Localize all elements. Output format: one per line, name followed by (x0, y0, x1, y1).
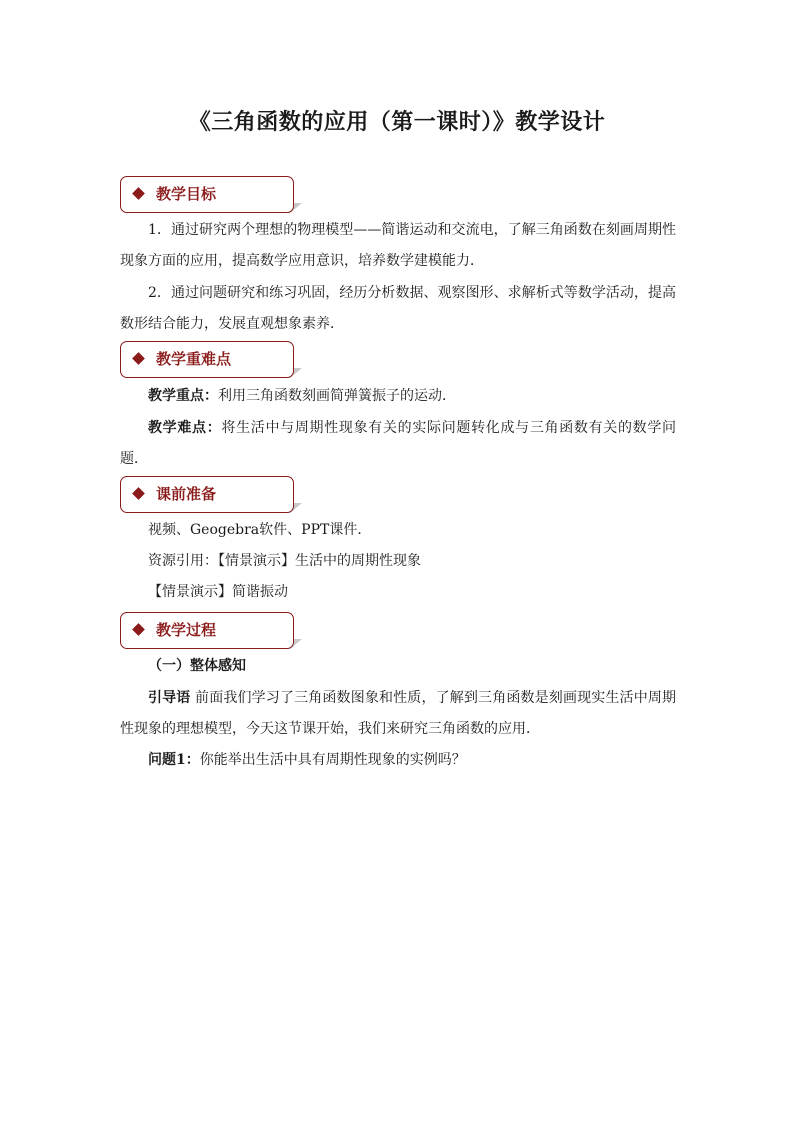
goal-item-1: 1．通过研究两个理想的物理模型——简谐运动和交流电，了解三角函数在刻画周期性现象方面的应用，提高数学应用意识，培养数学建模能力． (120, 222, 676, 269)
preparation-resource-2: 【情景演示】简谐振动 (148, 584, 288, 600)
key-focus-text: 利用三角函数刻画简弹簧振子的运动． (218, 388, 456, 404)
preparation-materials: 视频、Geogebra软件、PPT课件． (148, 522, 372, 538)
section-title: 教学目标 (156, 185, 217, 203)
section-header-goals (120, 176, 294, 213)
intro-paragraph (120, 683, 676, 745)
section-header-keypoints (120, 341, 294, 378)
key-difficulty-paragraph (120, 413, 676, 475)
key-focus-paragraph (120, 381, 676, 412)
question-1-paragraph (120, 745, 676, 776)
process-subheading: （一）整体感知 (148, 658, 246, 674)
preparation-resource-1: 资源引用：【情景演示】生活中的周期性现象 (148, 553, 421, 569)
question-label: 问题1： (148, 752, 200, 768)
key-focus-label: 教学重点： (148, 388, 218, 404)
intro-label: 引导语 (148, 690, 191, 706)
section-header-process (120, 612, 294, 649)
key-difficulty-label: 教学难点： (148, 420, 222, 436)
intro-text: 前面我们学习了三角函数图象和性质，了解到三角函数是刻画现实生活中周期性现象的理想模型，今天这节课开始，我们来研究三角函数的应用． (120, 690, 676, 737)
question-text: 你能举出生活中具有周期性现象的实例吗？ (199, 752, 466, 768)
section-title: 教学重难点 (156, 350, 232, 368)
section-title: 教学过程 (156, 621, 217, 639)
page-title: 《三角函数的应用（第一课时）》教学设计 (188, 109, 606, 135)
section-title: 课前准备 (156, 485, 217, 503)
key-difficulty-text: 将生活中与周期性现象有关的实际问题转化成与三角函数有关的数学问题． (120, 420, 677, 467)
goal-item-2: 2．通过问题研究和练习巩固，经历分析数据、观察图形、求解析式等数学活动，提高数形结合能力，发展直观想象素养． (120, 285, 676, 332)
section-header-preparation (120, 476, 294, 513)
